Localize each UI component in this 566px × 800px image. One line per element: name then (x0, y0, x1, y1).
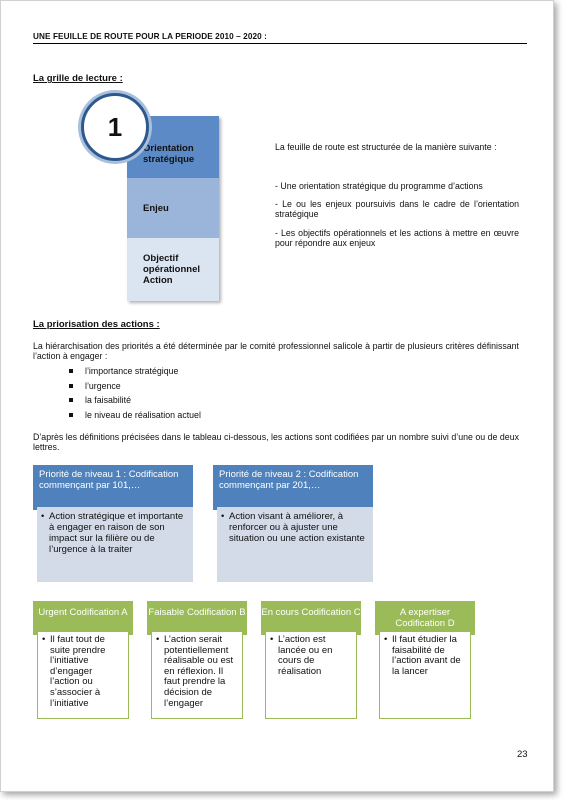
stack-enjeu: Enjeu (127, 178, 219, 238)
criteria-item: le niveau de réalisation actuel (69, 410, 201, 425)
codification-b-text: L’action serait potentiellement réalisable ou est en réflexion. Il faut prendre la décision de l’engager (164, 634, 234, 709)
structure-point-2: - Le ou les enjeux poursuivis dans le cadre de l’orientation stratégique (275, 199, 519, 219)
codification-a-description (37, 631, 129, 719)
structure-intro: La feuille de route est structurée de la manière suivante : (275, 142, 497, 152)
priority-level-2-box (213, 465, 373, 582)
codification-b-title: Faisable Codification B (147, 601, 247, 635)
codification-d-text: Il faut étudier la faisabilité de l’action avant de la lancer (392, 634, 461, 677)
bullet-icon: • (41, 511, 45, 522)
bullet-icon: • (270, 634, 274, 645)
priority-level-2-title: Priorité de niveau 2 : Codification commençant par 201,… (213, 465, 373, 510)
criteria-item: l’urgence (69, 381, 201, 396)
codification-d-description (379, 631, 471, 719)
codification-c-text: L’action est lancée ou en cours de réalisation (278, 634, 333, 677)
codification-a-text: Il faut tout de suite prendre l’initiative d’engager l’action ou s’associer à l’initiative (50, 634, 106, 709)
bullet-icon: • (42, 634, 46, 645)
codification-c-description (265, 631, 357, 719)
codification-d-box (375, 601, 475, 719)
priority-level-2-text: Action visant à améliorer, à renforcer ou à ajuster une situation ou une action existante (229, 511, 365, 544)
bullet-icon: • (221, 511, 225, 522)
section-title-grille: La grille de lecture : (33, 73, 123, 84)
criteria-item: l’importance stratégique (69, 366, 201, 381)
level-number-circle (81, 93, 149, 161)
bullet-icon: • (156, 634, 160, 645)
codification-d-title: A expertiser Codification D (375, 601, 475, 635)
page-header (33, 31, 527, 44)
priority-level-1-text: Action stratégique et importante à engager en raison de son impact sur la filière ou de l’urgence à la traiter (49, 511, 184, 555)
codification-a-title: Urgent Codification A (33, 601, 133, 635)
criteria-item: la faisabilité (69, 395, 201, 410)
stack-orientation: Orientation stratégique (127, 116, 219, 178)
header-title: UNE FEUILLE DE ROUTE POUR LA PERIODE 2010 – 2020 : (33, 32, 268, 41)
stack-objectif: Objectif opérationnel Action (127, 238, 219, 301)
codification-c-title: En cours Codification C (261, 601, 361, 635)
section-title-priorisation: La priorisation des actions : (33, 319, 160, 330)
priority-level-1-title: Priorité de niveau 1 : Codification commençant par 101,… (33, 465, 193, 510)
level-number: 1 (107, 111, 123, 142)
priorisation-paragraph: La hiérarchisation des priorités a été déterminée par le comité professionnel salicole à partir de plusieurs critères définissant l’action à engager : (33, 341, 519, 361)
codification-b-box (147, 601, 247, 719)
bullet-icon: • (384, 634, 388, 645)
codification-a-box (33, 601, 133, 719)
criteria-list (69, 366, 201, 424)
structure-point-1: - Une orientation stratégique du programme d’actions (275, 181, 483, 191)
priority-level-2-description (217, 507, 373, 582)
codification-c-box (261, 601, 361, 719)
codification-b-description (151, 631, 243, 719)
priority-level-1-description (37, 507, 193, 582)
codification-paragraph: D’après les définitions précisées dans le tableau ci-dessous, les actions sont codifiées par un nombre suivi d’une ou de deux lettres. (33, 432, 519, 452)
page-number: 23 (517, 749, 528, 760)
priority-level-1-box (33, 465, 193, 582)
structure-point-3: - Les objectifs opérationnels et les actions à mettre en œuvre pour répondre aux enjeux (275, 228, 519, 248)
